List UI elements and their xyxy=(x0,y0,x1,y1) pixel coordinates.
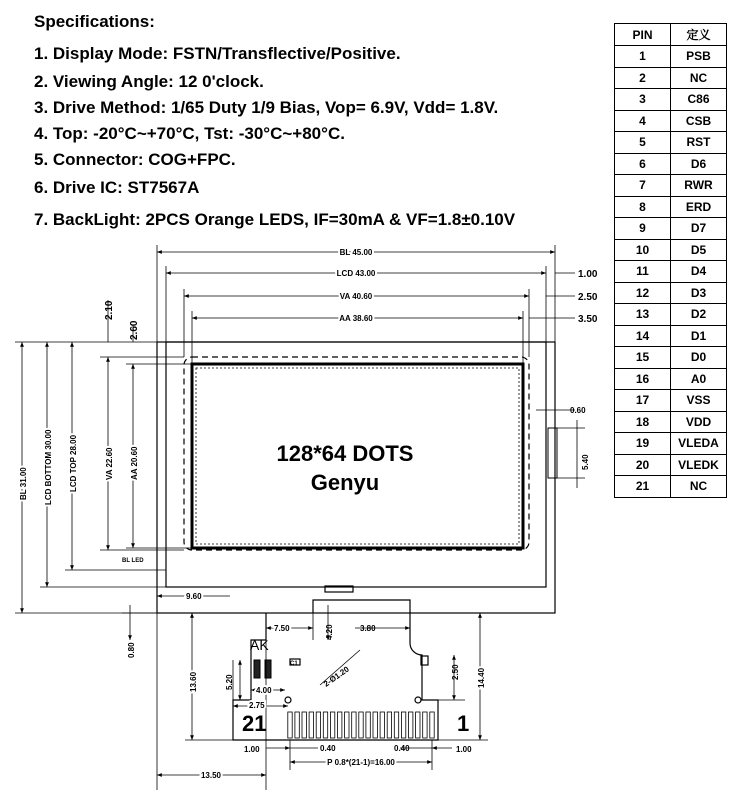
dim-fpc-hole: 2-Ø1.20 xyxy=(321,664,351,689)
pin-number: 2 xyxy=(615,67,671,89)
pin-definition: PSB xyxy=(671,46,727,68)
fpc-pin-finger xyxy=(338,712,342,738)
pin-definition: VDD xyxy=(671,411,727,433)
fpc-pin-finger xyxy=(387,712,391,738)
side-notch xyxy=(548,428,557,478)
spec-item-temperature: 4. Top: -20°C~+70°C, Tst: -30°C~+80°C. xyxy=(34,124,345,143)
dimension-labels xyxy=(19,248,598,780)
label-bl-led: BL LED xyxy=(122,558,144,564)
center-subtitle: Genyu xyxy=(310,470,380,495)
pin-definition: D2 xyxy=(671,304,727,326)
dim-va-width: VA 40.60 xyxy=(339,292,373,301)
dim-right-100: 1.00 xyxy=(578,269,598,280)
pin-number: 19 xyxy=(615,433,671,455)
fpc-pin-finger xyxy=(330,712,334,738)
dim-right-060: 0.60 xyxy=(570,406,586,415)
pin-number: 7 xyxy=(615,175,671,197)
spec-item-connector: 5. Connector: COG+FPC. xyxy=(34,150,236,169)
pin-number: 14 xyxy=(615,325,671,347)
fpc-pin-finger xyxy=(323,712,327,738)
pin-number: 18 xyxy=(615,411,671,433)
spec-item-drive-method: 3. Drive Method: 1/65 Duty 1/9 Bias, Vop= 6.9V, Vdd= 1.8V. xyxy=(34,98,499,117)
fpc-pin-finger xyxy=(416,712,420,738)
pin-number: 16 xyxy=(615,368,671,390)
dim-fpc-1360: 13.60 xyxy=(189,671,198,692)
pin-definition: D3 xyxy=(671,282,727,304)
pin-definition: NC xyxy=(671,67,727,89)
dim-left-080: 0.80 xyxy=(127,642,136,658)
dim-bl-width: BL 45.00 xyxy=(339,248,373,257)
pin-definition: D5 xyxy=(671,239,727,261)
fpc-pins xyxy=(288,712,434,738)
pin-definition: D1 xyxy=(671,325,727,347)
dim-left-960: 9.60 xyxy=(186,592,202,601)
dim-fpc-1350: 13.50 xyxy=(200,771,222,780)
dim-right-250: 2.50 xyxy=(578,292,598,303)
pin-number: 13 xyxy=(615,304,671,326)
pin-definition: VLEDK xyxy=(671,454,727,476)
pin-number: 10 xyxy=(615,239,671,261)
pin-definition: NC xyxy=(671,476,727,498)
dim-fpc-750: 7.50 xyxy=(274,624,290,633)
fpc-pin-1-label: 1 xyxy=(457,711,470,736)
label-c1: C1 xyxy=(290,661,298,667)
dim-lcd-width: LCD 43.00 xyxy=(336,269,376,278)
dim-fpc-040a: 0.40 xyxy=(320,744,336,753)
fpc-pin-finger xyxy=(409,712,413,738)
pin-definition: D4 xyxy=(671,261,727,283)
dim-fpc-100b: 1.00 xyxy=(456,745,472,754)
pin-number: 1 xyxy=(615,46,671,68)
dim-fpc-420: 4.20 xyxy=(325,624,334,640)
fpc-pin-finger xyxy=(316,712,320,738)
fpc-pin-finger xyxy=(359,712,363,738)
center-title: 128*64 DOTS xyxy=(276,441,414,466)
fpc-pin-finger xyxy=(423,712,427,738)
dim-top-260: 2.60 xyxy=(129,320,140,340)
dim-bl-height: BL 31.00 xyxy=(19,467,28,500)
pin-number: 8 xyxy=(615,196,671,218)
pin-definition: A0 xyxy=(671,368,727,390)
dimension-lines xyxy=(15,245,585,790)
dim-fpc-250: 2.50 xyxy=(451,664,460,680)
fpc-pin-finger xyxy=(394,712,398,738)
spec-item-viewing-angle: 2. Viewing Angle: 12 0'clock. xyxy=(34,72,264,91)
dim-fpc-380: 3.80 xyxy=(360,624,376,633)
dim-aa-width: AA 38.60 xyxy=(339,314,373,323)
dim-fpc-100a: 1.00 xyxy=(244,745,260,754)
dim-fpc-040b: 0.40 xyxy=(394,744,410,753)
fpc-pin-finger xyxy=(302,712,306,738)
pin-definition: D7 xyxy=(671,218,727,240)
pin-number: 20 xyxy=(615,454,671,476)
pin-number: 3 xyxy=(615,89,671,111)
pin-number: 4 xyxy=(615,110,671,132)
pin-number: 12 xyxy=(615,282,671,304)
pin-definition: D6 xyxy=(671,153,727,175)
pin-definition: C86 xyxy=(671,89,727,111)
pin-definition: D0 xyxy=(671,347,727,369)
dim-right-350: 3.50 xyxy=(578,314,598,325)
fpc-pin-finger xyxy=(430,712,434,738)
spec-item-drive-ic: 6. Drive IC: ST7567A xyxy=(34,178,200,197)
spec-title: Specifications: xyxy=(34,12,155,31)
spec-item-backlight: 7. BackLight: 2PCS Orange LEDS, IF=30mA & VF=1.8±0.10V xyxy=(34,210,516,229)
pin-number: 5 xyxy=(615,132,671,154)
dim-fpc-400: 4.00 xyxy=(256,686,272,695)
definition-header: 定义 xyxy=(671,24,727,46)
fpc-pin-finger xyxy=(345,712,349,738)
pin-definition: CSB xyxy=(671,110,727,132)
fpc-pin-finger xyxy=(295,712,299,738)
fpc-pin-finger xyxy=(380,712,384,738)
fpc-pin-finger xyxy=(366,712,370,738)
fpc-pin-finger xyxy=(373,712,377,738)
fpc-pin-finger xyxy=(309,712,313,738)
fpc-hole-left xyxy=(285,697,291,703)
dim-aa-height: AA 20.60 xyxy=(130,446,139,480)
dim-fpc-1440: 14.40 xyxy=(477,667,486,688)
dim-lcd-bottom: LCD BOTTOM 30.00 xyxy=(44,429,53,505)
spec-item-display-mode: 1. Display Mode: FSTN/Transflective/Positive. xyxy=(34,44,401,63)
pin-definition: ERD xyxy=(671,196,727,218)
pin-number: 11 xyxy=(615,261,671,283)
fpc-pin-21-label: 21 xyxy=(242,711,267,736)
dim-top-210: 2.10 xyxy=(104,300,115,320)
pin-number: 15 xyxy=(615,347,671,369)
led-ak-label: AK xyxy=(250,637,269,653)
dim-fpc-275a: 2.75 xyxy=(249,701,265,710)
pin-definition: VLEDA xyxy=(671,433,727,455)
fpc-hole-right xyxy=(415,697,421,703)
dim-fpc-520: 5.20 xyxy=(225,674,234,690)
pin-number: 6 xyxy=(615,153,671,175)
pin-number: 17 xyxy=(615,390,671,412)
pin-definition: VSS xyxy=(671,390,727,412)
led-pads xyxy=(254,660,271,678)
fpc-pin-finger xyxy=(352,712,356,738)
fpc-pin-finger xyxy=(401,712,405,738)
dim-right-540: 5.40 xyxy=(581,454,590,470)
pin-header: PIN xyxy=(615,24,671,46)
fpc-pin-finger xyxy=(288,712,292,738)
pin-number: 9 xyxy=(615,218,671,240)
dim-fpc-pitch: P 0.8*(21-1)=16.00 xyxy=(327,758,395,767)
pin-definition: RWR xyxy=(671,175,727,197)
dim-va-height: VA 22.60 xyxy=(105,447,114,480)
pin-number: 21 xyxy=(615,476,671,498)
dim-lcd-top: LCD TOP 28.00 xyxy=(69,434,78,492)
pin-definition: RST xyxy=(671,132,727,154)
